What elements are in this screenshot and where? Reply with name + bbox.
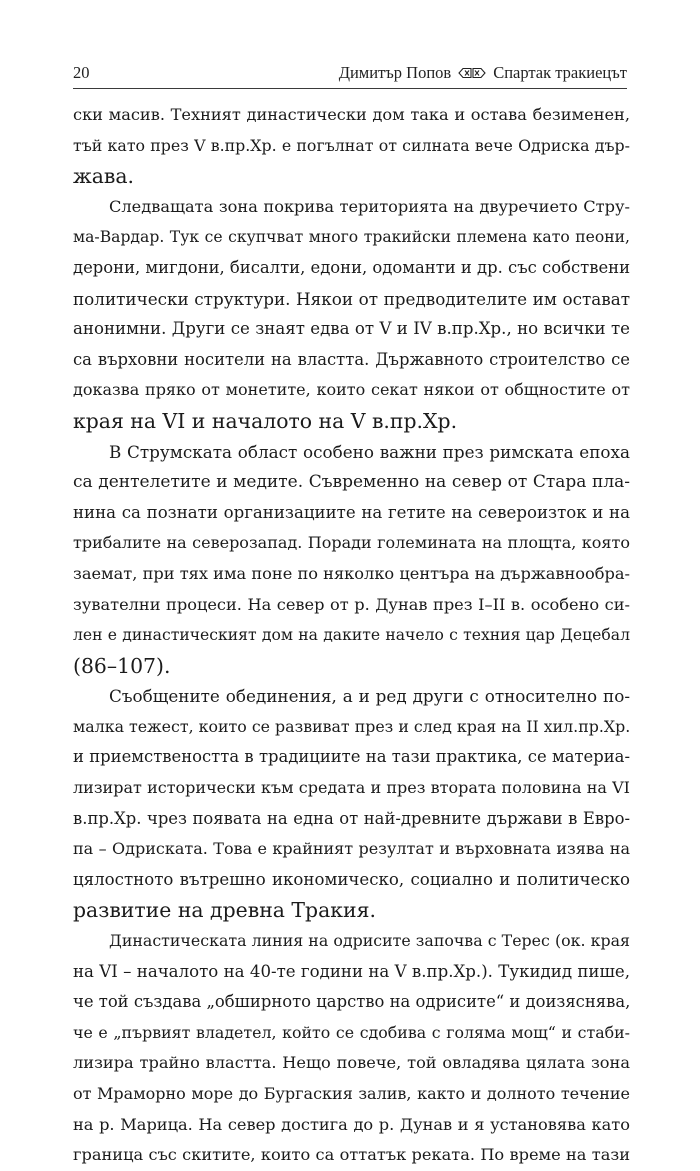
text-line: Следващата зона покрива територията на двуречието Стру- [109, 196, 630, 216]
running-header [73, 63, 627, 83]
text-line: цялостното вътрешно икономическо, социално и политическо [73, 869, 630, 889]
text-line: лизира трайно властта. Нещо повече, той овладява цялата зона [73, 1053, 630, 1073]
crossed-boxes-ornament-icon [457, 66, 487, 80]
text-line: граница със скитите, които са оттатък реката. По време на тази [73, 1145, 630, 1165]
text-line: малка тежест, които се развиват през и след края на II хил.пр.Хр. [73, 716, 631, 736]
text-line: анонимни. Други се знаят едва от V и IV в.пр.Хр., но всички те [73, 319, 630, 339]
book-title: Спартак тракиецът [493, 63, 627, 82]
page-number: 20 [73, 63, 90, 82]
text-line: в.пр.Хр. чрез появата на една от най-древните държави в Евро- [73, 808, 630, 828]
text-line: зувателни процеси. На север от р. Дунав през I–II в. особено си- [73, 594, 630, 614]
text-line: края на VI и началото на V в.пр.Хр. [73, 408, 458, 433]
text-line: че е „първият владетел, който се сдобива с голяма мощ“ и стаби- [73, 1022, 630, 1042]
text-line: на р. Марица. На север достига до р. Дунав и я установява като [73, 1114, 630, 1134]
text-line: доказва пряко от монетите, които секат някои от общностите от [73, 380, 630, 400]
text-line: заемат, при тях има поне по няколко центъра на държавнообра- [73, 563, 630, 583]
text-line: са върховни носители на властта. Държавното строителство се [73, 349, 630, 369]
text-line: нина са познати организациите на гетите на североизток и на [73, 502, 630, 522]
text-line: па – Одриската. Това е крайният резултат и върховната изява на [73, 839, 630, 859]
header-right [339, 63, 627, 83]
text-line: тъй като през V в.пр.Хр. е погълнат от силната вече Одриска дър- [73, 135, 630, 155]
text-line: лизират исторически към средата и през втората половина на VI [73, 778, 630, 798]
header-rule [73, 88, 627, 89]
text-line: Династическата линия на одрисите започва с Терес (ок. края [109, 931, 630, 951]
text-line: В Струмската област особено важни през римската епоха [109, 441, 630, 462]
text-line: дерони, мигдони, бисалти, едони, одоманти и др. със собствени [73, 257, 630, 277]
author-name: Димитър Попов [338, 63, 452, 82]
text-line: развитие на древна Тракия. [73, 898, 376, 923]
text-line: ма-Вардар. Тук се скупчват много тракийски племена като пеони, [73, 228, 630, 247]
text-line: политически структури. Някои от предводителите им остават [73, 288, 630, 309]
text-line: са дентелетите и медите. Съвременно на север от Стара пла- [73, 472, 630, 493]
text-line: на VI – началото на 40-те години на V в.пр.Хр.). Тукидид пише, [73, 961, 630, 981]
text-line: от Мраморно море до Бургаския залив, както и долното течение [73, 1084, 630, 1103]
text-line: Съобщените обединения, а и ред други с относително по- [109, 686, 630, 707]
text-line: (86–107). [73, 653, 171, 678]
body-text [73, 100, 630, 1171]
text-line: трибалите на северозапад. Поради големината на площта, която [73, 533, 630, 553]
text-line: лен е династическият дом на даките начело с техния цар Децебал [73, 626, 630, 645]
text-line: и приемствеността в традициите на тази практика, се материа- [73, 747, 630, 767]
text-line: ски масив. Техният династически дом така и остава безименен, [73, 105, 630, 124]
text-line: жава. [73, 164, 135, 189]
text-line: че той създава „обширното царство на одрисите“ и доизяснява, [73, 992, 631, 1012]
